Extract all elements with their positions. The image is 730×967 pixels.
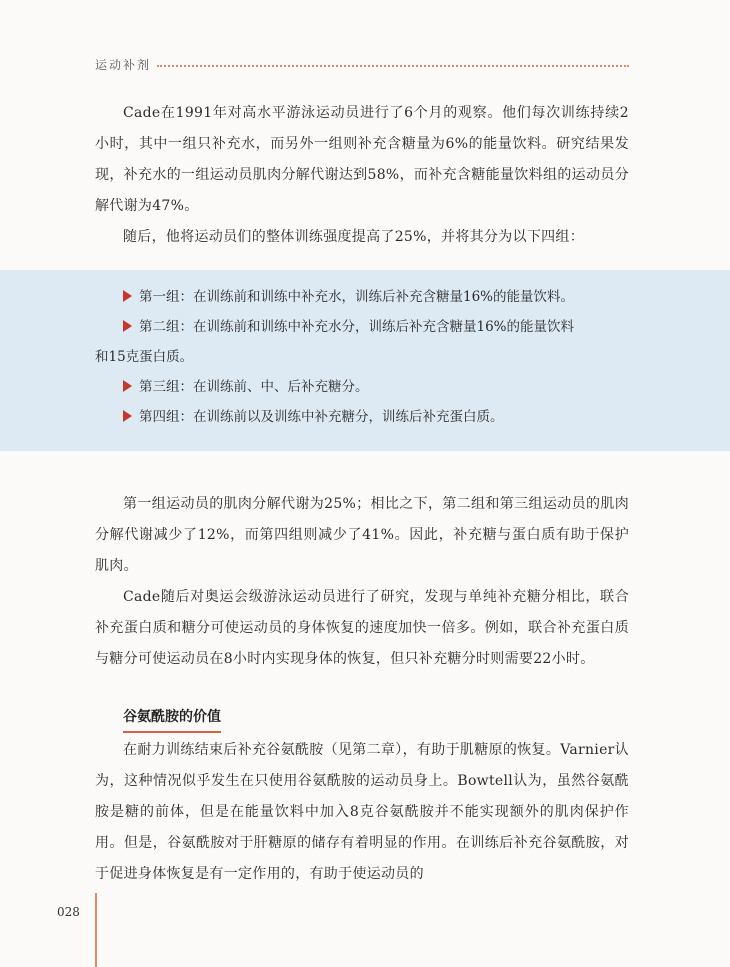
- triangle-bullet-icon: [123, 290, 132, 302]
- group-4-text: 第四组：在训练前以及训练中补充糖分，训练后补充蛋白质。: [139, 409, 504, 425]
- paragraph-5: 在耐力训练结束后补充谷氨酰胺（见第二章），有助于肌糖原的恢复。Varnier认为，这种情况似乎发生在只使用谷氨酰胺的运动员身上。Bowtell认为，虽然谷氨酰胺是糖的前体，但是在能量饮料中加入8克谷氨酰胺并不能实现额外的肌肉保护作用。但是，谷氨酰胺对于肝糖原的储存有着明显的作用。在训练后补充谷氨酰胺，对于促进身体恢复是有一定作用的，有助于使运动员的: [95, 742, 629, 882]
- triangle-bullet-icon: [123, 380, 132, 392]
- paragraph-3: 第一组运动员的肌肉分解代谢为25%；相比之下，第二组和第三组运动员的肌肉分解代谢减少了12%，而第四组则减少了41%。因此，补充糖与蛋白质有助于保护肌肉。: [95, 496, 629, 574]
- group-3-text: 第三组：在训练前、中、后补充糖分。: [139, 379, 369, 395]
- list-item-continuation: [95, 342, 628, 372]
- list-item: [123, 312, 628, 342]
- list-item: [123, 282, 628, 312]
- paragraph-2: 随后，他将运动员们的整体训练强度提高了25%，并将其分为以下四组：: [123, 229, 585, 245]
- header-dotted-rule: [157, 65, 629, 67]
- footer-vertical-rule: [95, 893, 97, 967]
- group-2-text: 第二组：在训练前和训练中补充水分，训练后补充含糖量16%的能量饮料: [139, 319, 575, 335]
- section-subheading: 谷氨酰胺的价值: [123, 706, 221, 733]
- group-list: [95, 282, 628, 432]
- list-item: [123, 402, 628, 432]
- triangle-bullet-icon: [123, 320, 132, 332]
- page-number: 028: [57, 905, 80, 919]
- group-2-text-cont: 和15克蛋白质。: [95, 349, 194, 365]
- paragraph-4: Cade随后对奥运会级游泳运动员进行了研究，发现与单纯补充糖分相比，联合补充蛋白质和糖分可使运动员的身体恢复的速度加快一倍多。例如，联合补充蛋白质与糖分可使运动员在8小时内实现身体的恢复，但只补充糖分时则需要22小时。: [95, 589, 629, 667]
- list-item: [123, 372, 628, 402]
- group-1-text: 第一组：在训练前和训练中补充水，训练后补充含糖量16%的能量饮料。: [139, 289, 575, 305]
- running-header: [95, 54, 629, 74]
- header-title: 运动补剂: [95, 57, 152, 72]
- triangle-bullet-icon: [123, 410, 132, 422]
- paragraph-1: Cade在1991年对高水平游泳运动员进行了6个月的观察。他们每次训练持续2小时，其中一组只补充水，而另外一组则补充含糖量为6%的能量饮料。研究结果发现，补充水的一组运动员肌肉分解代谢达到58%，而补充含糖能量饮料组的运动员分解代谢为47%。: [95, 105, 629, 214]
